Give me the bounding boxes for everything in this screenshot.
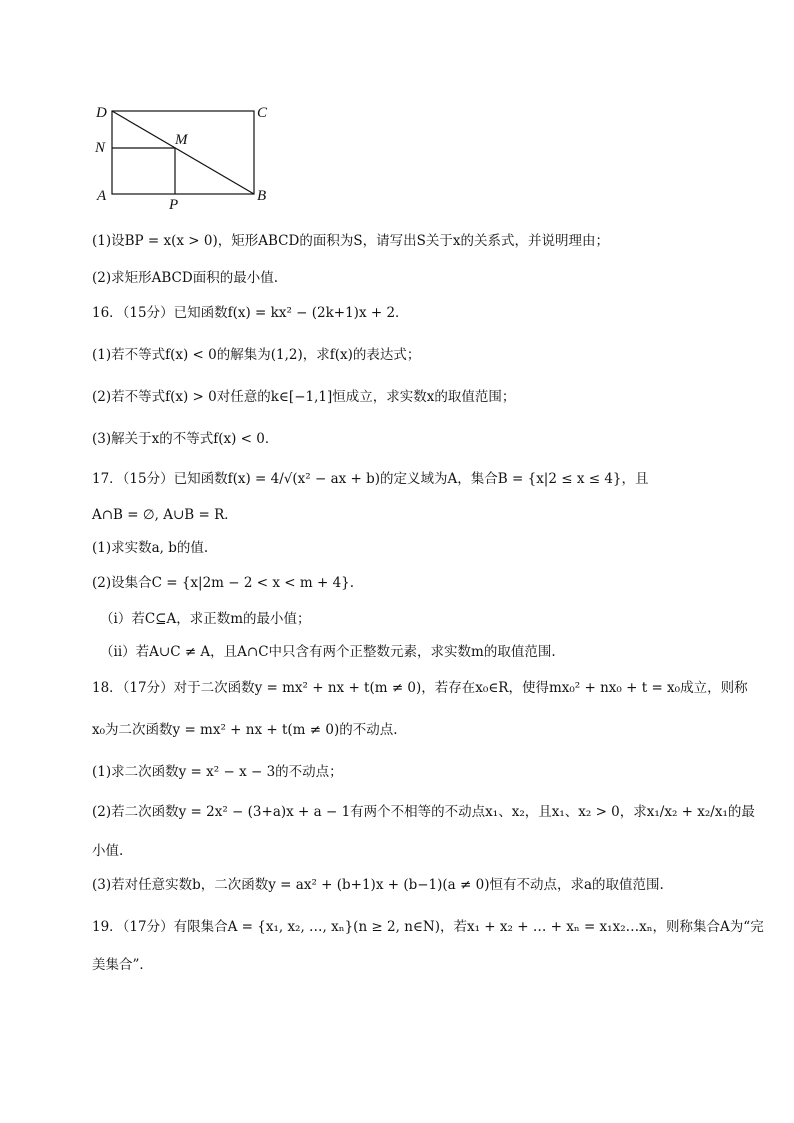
- q18-part2-line2: 小值.: [92, 843, 124, 859]
- q18-stem-line2: x₀为二次函数y = mx² + nx + t(m ≠ 0)的不动点.: [92, 722, 398, 738]
- label-c: C: [257, 105, 268, 121]
- q17-part2: (2)设集合C = {x|2m − 2 < x < m + 4}.: [92, 575, 355, 591]
- q17-part1: (1)求实数a, b的值.: [92, 540, 209, 556]
- rectangle-figure: [0, 0, 794, 220]
- q17-part2-ii: （ii）若A∪C ≠ A，且A∩C中只含有两个正整数元素，求实数m的取值范围.: [100, 644, 556, 660]
- q16-stem: 16．（15分）已知函数f(x) = kx² − (2k+1)x + 2．: [92, 305, 409, 321]
- label-n: N: [95, 140, 106, 156]
- q18-part2-line1: (2)若二次函数y = 2x² − (3+a)x + a − 1有两个不相等的不动点x₁、x₂，且x₁、x₂ > 0，求x₁/x₂ + x₂/x₁的最: [92, 804, 755, 820]
- q15-part1: (1)设BP = x(x > 0)，矩形ABCD的面积为S，请写出S关于x的关系式，并说明理由；: [92, 233, 609, 249]
- q16-part2: (2)若不等式f(x) > 0对任意的k∈[−1,1]恒成立，求实数x的取值范围；: [92, 389, 516, 405]
- label-d: D: [96, 105, 107, 121]
- label-a: A: [97, 188, 107, 204]
- q18-part1: (1)求二次函数y = x² − x − 3的不动点；: [92, 764, 343, 780]
- q16-part3: (3)解关于x的不等式f(x) < 0．: [92, 431, 279, 447]
- label-b: B: [257, 188, 267, 204]
- q18-part3: (3)若对任意实数b，二次函数y = ax² + (b+1)x + (b−1)(a ≠ 0)恒有不动点，求a的取值范围.: [92, 877, 664, 893]
- q16-part1: (1)若不等式f(x) < 0的解集为(1,2)，求f(x)的表达式；: [92, 347, 421, 363]
- q17-part2-i: （i）若C⊆A，求正数m的最小值；: [100, 611, 311, 627]
- label-p: P: [169, 197, 179, 213]
- diagonal-db: [112, 111, 254, 194]
- q19-stem-line1: 19．（17分）有限集合A = {x₁, x₂, …, xₙ}(n ≥ 2, n∈N)，若x₁ + x₂ + … + xₙ = x₁x₂…xₙ，则称集合A为“完: [92, 919, 764, 935]
- q15-part2: (2)求矩形ABCD面积的最小值.: [92, 270, 278, 286]
- q17-stem-line2: A∩B = ∅, A∪B = R．: [92, 507, 238, 523]
- q18-stem-line1: 18．（17分）对于二次函数y = mx² + nx + t(m ≠ 0)，若存在x₀∈R，使得mx₀² + nx₀ + t = x₀成立，则称: [92, 680, 748, 696]
- q17-stem-line1: 17．（15分）已知函数f(x) = 4/√(x² − ax + b)的定义域为A，集合B = {x|2 ≤ x ≤ 4}，且: [92, 471, 649, 487]
- q19-stem-line2: 美集合”．: [92, 957, 153, 973]
- label-m: M: [175, 132, 188, 148]
